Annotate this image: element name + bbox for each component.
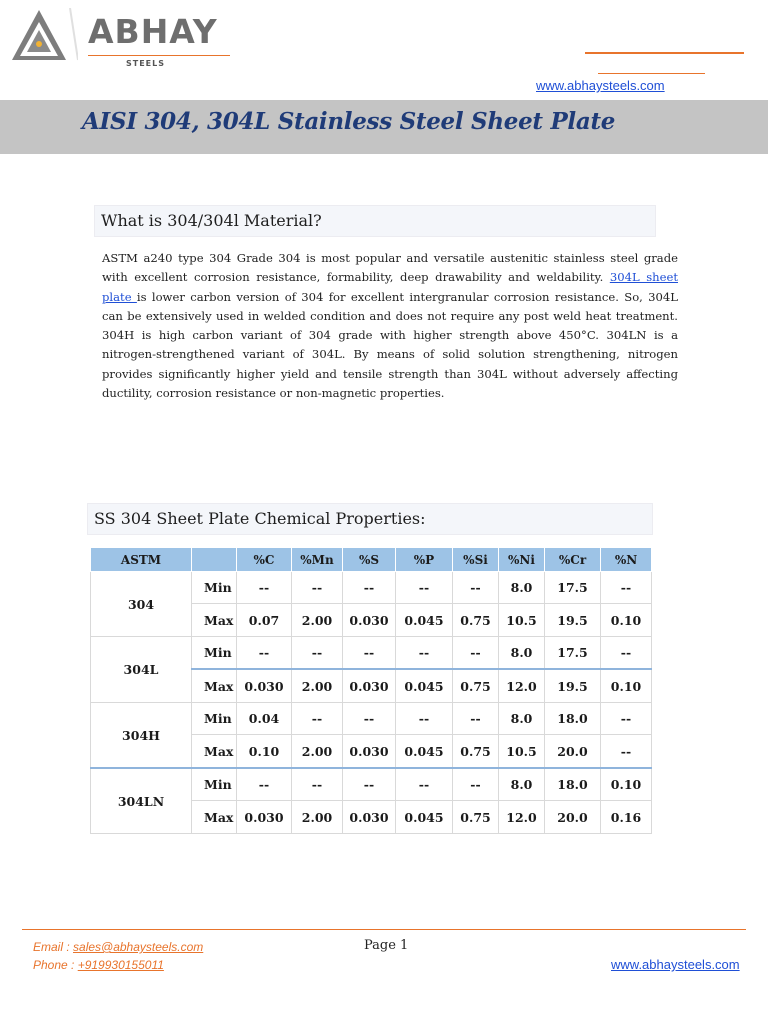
- value-cell: --: [292, 768, 343, 801]
- value-cell: --: [237, 572, 292, 604]
- value-cell: 0.75: [453, 604, 499, 637]
- value-cell: 10.5: [499, 735, 545, 769]
- email-label: Email :: [33, 940, 74, 954]
- value-cell: --: [601, 572, 652, 604]
- header-cell: %N: [601, 548, 652, 572]
- value-cell: 8.0: [499, 703, 545, 735]
- value-cell: 19.5: [545, 604, 601, 637]
- value-cell: 10.5: [499, 604, 545, 637]
- value-cell: --: [343, 703, 396, 735]
- value-cell: --: [237, 768, 292, 801]
- header-cell: %Ni: [499, 548, 545, 572]
- row-label: Max: [192, 801, 237, 834]
- footer-phone: [33, 958, 164, 972]
- grade-cell: 304: [91, 572, 192, 637]
- grade-cell: 304LN: [91, 768, 192, 834]
- page-title: AISI 304, 304L Stainless Steel Sheet Plate: [82, 108, 616, 135]
- value-cell: 0.045: [396, 604, 453, 637]
- value-cell: 2.00: [292, 604, 343, 637]
- footer-rule: [22, 929, 746, 930]
- value-cell: 0.030: [343, 604, 396, 637]
- value-cell: 0.10: [237, 735, 292, 769]
- header-website-link[interactable]: www.abhaysteels.com: [536, 78, 665, 93]
- value-cell: --: [292, 572, 343, 604]
- value-cell: 12.0: [499, 801, 545, 834]
- value-cell: 0.75: [453, 801, 499, 834]
- value-cell: --: [396, 572, 453, 604]
- table-row: [91, 768, 652, 801]
- value-cell: 17.5: [545, 572, 601, 604]
- header-cell: %Si: [453, 548, 499, 572]
- value-cell: 0.030: [343, 801, 396, 834]
- value-cell: 17.5: [545, 637, 601, 670]
- grade-cell: 304L: [91, 637, 192, 703]
- header-cell: %S: [343, 548, 396, 572]
- row-label: Max: [192, 669, 237, 703]
- value-cell: 0.030: [237, 801, 292, 834]
- table-header-row: [91, 548, 652, 572]
- value-cell: 18.0: [545, 768, 601, 801]
- description-text-end: is lower carbon version of 304 for excellent intergranular corrosion resistance. So, 304L can be extensively used in welded condition and does not require any post weld heat treatment. 304H is high carbon variant of 304 grade with higher strength above 450°C. 304LN is a nitrogen-strengthened variant of 304L. By means of solid solution strengthening, nitrogen provides significantly higher yield and tensile strength than 304L without adversely affecting ductility, corrosion resistance or non-magnetic properties.: [102, 289, 679, 401]
- value-cell: --: [343, 572, 396, 604]
- header-cell: %C: [237, 548, 292, 572]
- grade-cell: 304H: [91, 703, 192, 769]
- value-cell: 0.045: [396, 801, 453, 834]
- value-cell: --: [292, 703, 343, 735]
- title-banner: [0, 100, 768, 154]
- logo-brand-text: ABHAY: [88, 12, 218, 51]
- material-description: [102, 249, 678, 403]
- value-cell: 2.00: [292, 735, 343, 769]
- value-cell: --: [343, 768, 396, 801]
- value-cell: 20.0: [545, 801, 601, 834]
- logo-underline: [88, 55, 230, 56]
- phone-label: Phone :: [33, 958, 78, 972]
- header-rule-bottom: [598, 73, 705, 74]
- row-label: Min: [192, 703, 237, 735]
- row-label: Min: [192, 572, 237, 604]
- value-cell: 0.045: [396, 735, 453, 769]
- row-label: Min: [192, 637, 237, 670]
- email-link[interactable]: sales@abhaysteels.com: [73, 940, 204, 954]
- value-cell: 0.030: [343, 735, 396, 769]
- table-row: [91, 572, 652, 604]
- 304l-sheet-plate-link[interactable]: 304L sheet plate: [102, 270, 678, 304]
- value-cell: 8.0: [499, 637, 545, 670]
- value-cell: 18.0: [545, 703, 601, 735]
- section-heading-box: [94, 205, 656, 237]
- value-cell: --: [343, 637, 396, 670]
- value-cell: 0.030: [343, 669, 396, 703]
- value-cell: 8.0: [499, 768, 545, 801]
- value-cell: --: [292, 637, 343, 670]
- value-cell: 8.0: [499, 572, 545, 604]
- value-cell: --: [396, 768, 453, 801]
- value-cell: --: [237, 637, 292, 670]
- value-cell: 0.07: [237, 604, 292, 637]
- value-cell: 2.00: [292, 801, 343, 834]
- value-cell: 0.10: [601, 768, 652, 801]
- value-cell: 0.045: [396, 669, 453, 703]
- logo-triangle-icon: [12, 8, 78, 64]
- header-cell: %Mn: [292, 548, 343, 572]
- value-cell: 20.0: [545, 735, 601, 769]
- value-cell: 19.5: [545, 669, 601, 703]
- row-label: Max: [192, 604, 237, 637]
- company-logo: [12, 8, 232, 68]
- table-row: [91, 703, 652, 735]
- value-cell: 0.10: [601, 669, 652, 703]
- value-cell: --: [453, 703, 499, 735]
- logo-sub-text: STEELS: [126, 59, 166, 68]
- value-cell: 0.75: [453, 735, 499, 769]
- value-cell: --: [601, 735, 652, 769]
- value-cell: 0.030: [237, 669, 292, 703]
- row-label: Min: [192, 768, 237, 801]
- header-rule-top: [585, 52, 744, 54]
- table-row: [91, 637, 652, 670]
- description-text-start: ASTM a240 type 304 Grade 304 is most popular and versatile austenitic stainless steel grade with excellent corrosion resistance, formability, deep drawability and weldability.: [102, 251, 678, 285]
- value-cell: --: [453, 637, 499, 670]
- value-cell: 0.04: [237, 703, 292, 735]
- phone-link[interactable]: +919930155011: [77, 958, 164, 972]
- header-cell: ASTM: [91, 548, 192, 572]
- value-cell: 0.10: [601, 604, 652, 637]
- page-number: Page 1: [364, 938, 409, 953]
- section-heading-chemical: SS 304 Sheet Plate Chemical Properties:: [94, 509, 426, 528]
- value-cell: --: [453, 768, 499, 801]
- section-heading-box: [87, 503, 653, 535]
- value-cell: 2.00: [292, 669, 343, 703]
- header-cell: %P: [396, 548, 453, 572]
- value-cell: --: [396, 637, 453, 670]
- value-cell: 0.75: [453, 669, 499, 703]
- row-label: Max: [192, 735, 237, 769]
- chemical-properties-table: [90, 547, 652, 834]
- header-cell: %Cr: [545, 548, 601, 572]
- value-cell: 12.0: [499, 669, 545, 703]
- value-cell: 0.16: [601, 801, 652, 834]
- value-cell: --: [453, 572, 499, 604]
- header-cell: [192, 548, 237, 572]
- footer-email: [33, 940, 203, 954]
- value-cell: --: [601, 637, 652, 670]
- footer-website-link[interactable]: www.abhaysteels.com: [611, 957, 740, 972]
- section-heading-material: What is 304/304l Material?: [101, 211, 322, 230]
- value-cell: --: [601, 703, 652, 735]
- value-cell: --: [396, 703, 453, 735]
